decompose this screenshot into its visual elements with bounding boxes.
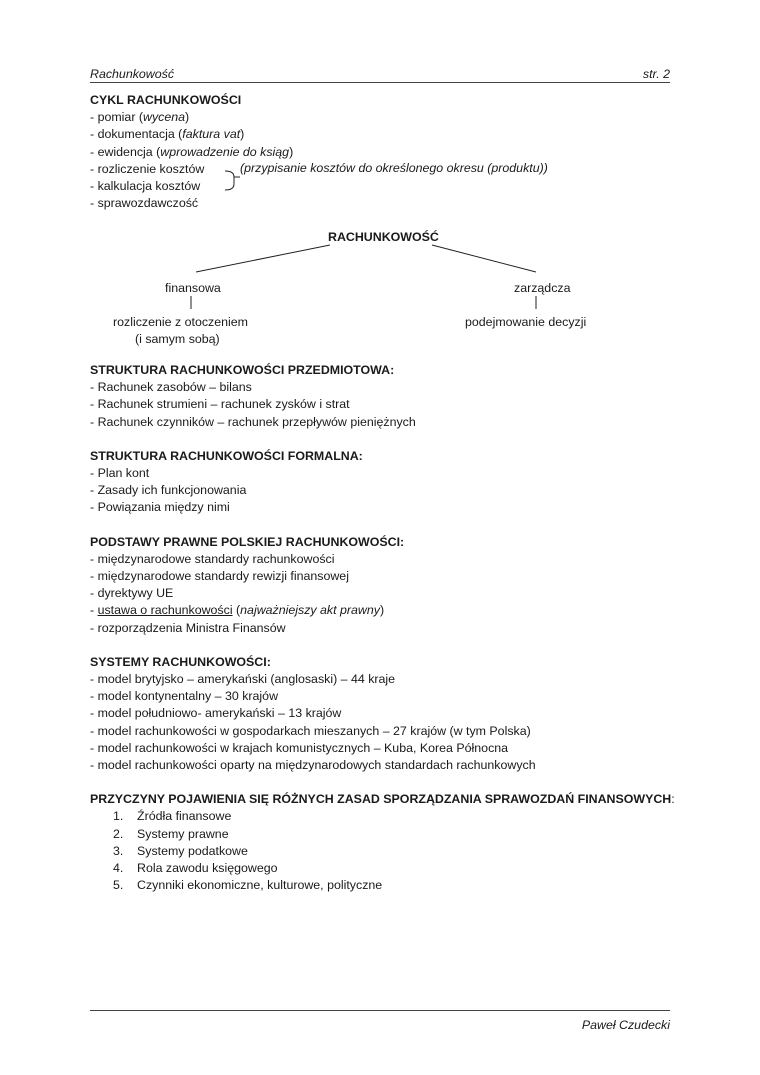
tree-right-desc: podejmowanie decyzji: [465, 315, 587, 329]
list-item: - model rachunkowości w krajach komunistycznych – Kuba, Korea Północna: [90, 740, 509, 755]
cycle-item: - sprawozdawczość: [90, 196, 199, 211]
structure-subject-title: STRUKTURA RACHUNKOWOŚCI PRZEDMIOTOWA:: [90, 363, 395, 377]
list-item: 1. Źródła finansowe: [113, 809, 232, 824]
list-item: - model rachunkowości w gospodarkach mieszanych – 27 krajów (w tym Polska): [90, 723, 531, 738]
list-item: - Rachunek czynników – rachunek przepływów pieniężnych: [90, 414, 416, 429]
list-item: - Rachunek strumieni – rachunek zysków i strat: [90, 397, 350, 412]
cycle-item: - ewidencja (wprowadzenie do ksiąg): [90, 144, 294, 159]
cycle-item: - pomiar (wycena): [90, 110, 190, 125]
reasons-title: PRZYCZYNY POJAWIENIA SIĘ RÓŻNYCH ZASAD SPORZĄDZANIA SPRAWOZDAŃ FINANSOWYCH:: [90, 792, 675, 807]
list-item: - Rachunek zasobów – bilans: [90, 380, 252, 395]
list-item: 2. Systemy prawne: [113, 826, 229, 841]
reasons-list: [90, 808, 675, 894]
page-header: [90, 64, 670, 83]
bracket-note: (przypisanie kosztów do określonego okresu (produktu)): [240, 161, 548, 175]
author-name: Paweł Czudecki: [581, 1018, 670, 1032]
branch-left-line: [196, 245, 330, 272]
list-item: 4. Rola zawodu księgowego: [113, 861, 278, 876]
cycle-item: - kalkulacja kosztów: [90, 179, 201, 194]
cycle-item: - rozliczenie kosztów: [90, 161, 205, 176]
list-item: - dyrektywy UE: [90, 586, 174, 601]
tree-left-desc: rozliczenie z otoczeniem: [113, 315, 248, 329]
page-footer: [90, 1010, 670, 1032]
lower-content: [90, 362, 675, 894]
cycle-item: - dokumentacja (faktura vat): [90, 127, 245, 142]
list-item: - model południowo- amerykański – 13 krajów: [90, 706, 342, 721]
tree-left: finansowa: [165, 281, 221, 295]
cycle-title: CYKL RACHUNKOWOŚCI: [90, 93, 242, 107]
branch-right-line: [432, 245, 536, 272]
list-item: - model kontynentalny – 30 krajów: [90, 689, 279, 704]
list-item: - Plan kont: [90, 466, 150, 481]
list-item: 5. Czynniki ekonomiczne, kulturowe, polityczne: [113, 878, 383, 893]
tree-root: RACHUNKOWOŚĆ: [328, 230, 439, 244]
tree-right: zarządcza: [514, 281, 571, 295]
list-item: - model brytyjsko – amerykański (anglosaski) – 44 kraje: [90, 672, 396, 687]
structure-formal-title: STRUKTURA RACHUNKOWOŚCI FORMALNA:: [90, 448, 363, 463]
systems-title: SYSTEMY RACHUNKOWOŚCI:: [90, 654, 271, 669]
list-item: - międzynarodowe standardy rewizji finansowej: [90, 569, 349, 584]
act-link: ustawa o rachunkowości: [97, 603, 233, 618]
header-title: Rachunkowość: [90, 67, 175, 81]
legal-title: PODSTAWY PRAWNE POLSKIEJ RACHUNKOWOŚCI:: [90, 534, 405, 549]
list-item: - międzynarodowe standardy rachunkowości: [90, 551, 335, 566]
list-item-act: - ustawa o rachunkowości (najważniejszy akt prawny): [90, 603, 385, 618]
list-item: 3. Systemy podatkowe: [113, 843, 248, 858]
list-item: - Zasady ich funkcjonowania: [90, 483, 247, 498]
tree-left-desc-2: (i samym sobą): [135, 332, 220, 346]
page-number: str. 2: [642, 67, 670, 81]
list-item: - rozporządzenia Ministra Finansów: [90, 620, 286, 635]
list-item: - model rachunkowości oparty na międzynarodowych standardach rachunkowych: [90, 758, 536, 773]
list-item: - Powiązania między nimi: [90, 500, 230, 515]
section-cycle: [90, 92, 293, 212]
